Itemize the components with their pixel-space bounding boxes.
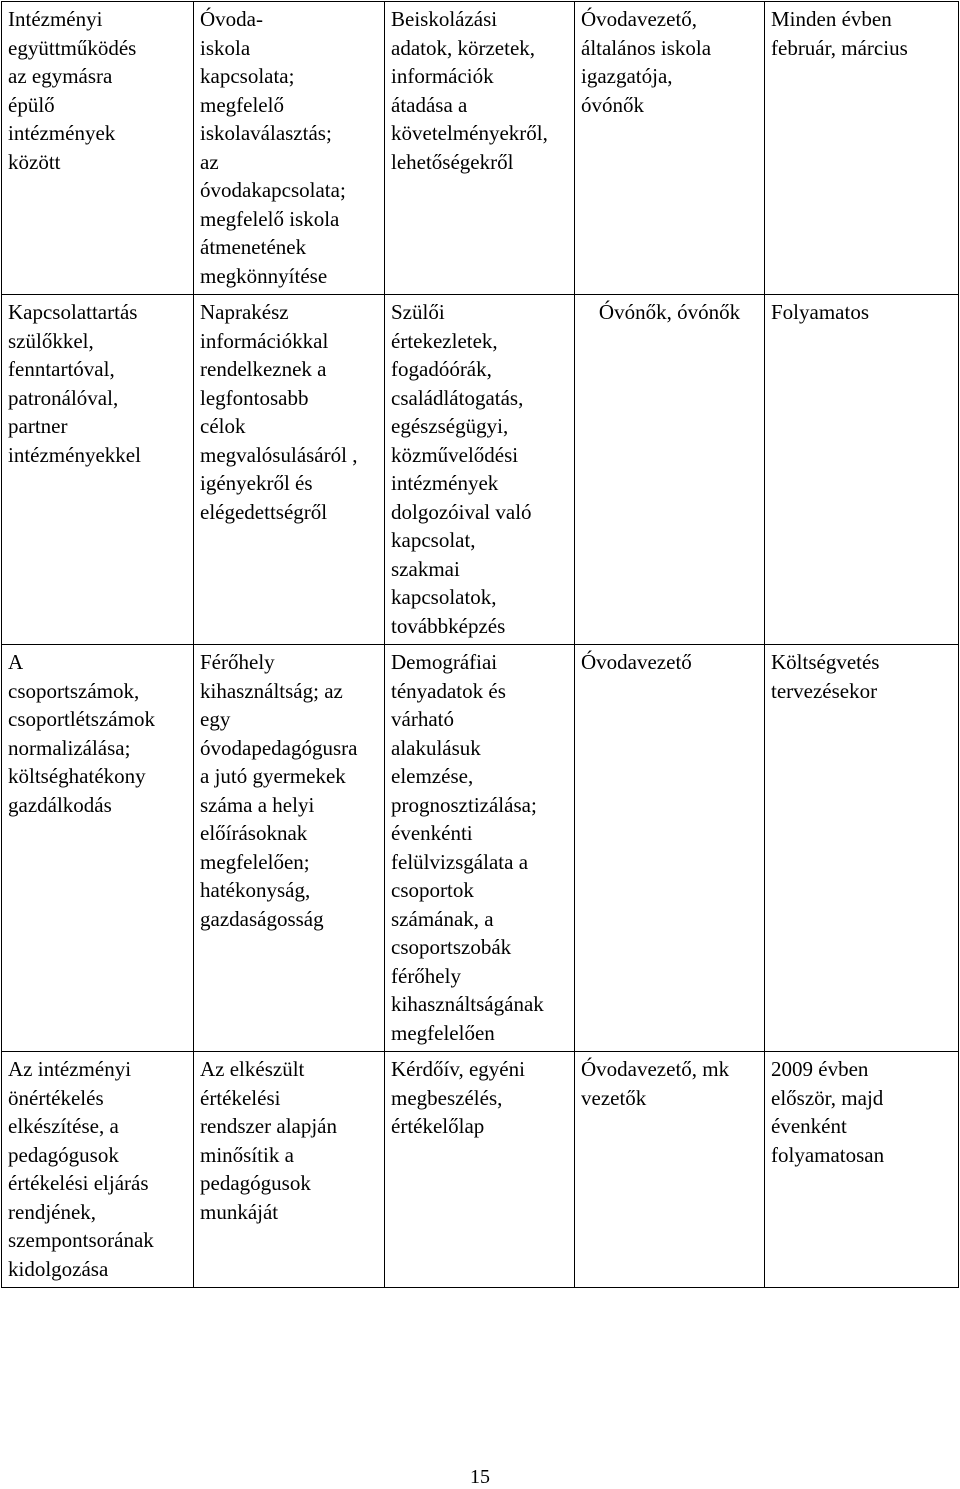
cell-text: Az elkészült értékelési rendszer alapján minősítik a pedagógusok munkáját bbox=[200, 1057, 338, 1224]
cell-text: A csoportszámok, csoportlétszámok normalizálása; költséghatékony gazdálkodás bbox=[8, 650, 155, 817]
cell-text: Óvodavezető bbox=[581, 650, 692, 674]
cell-text: Kapcsolattartás szülőkkel, fenntartóval, patronálóval, partner intézményekkel bbox=[8, 300, 141, 467]
cell-text: Férőhely kihasználtság; az egy óvodapedagógusra a jutó gyermekek száma a helyi előírásoknak megfelelően; hatékonyság, gazdaságosság bbox=[200, 650, 358, 931]
table-cell bbox=[2, 1052, 194, 1288]
table-cell bbox=[575, 645, 765, 1052]
table-cell bbox=[2, 2, 194, 295]
activity-table bbox=[1, 1, 959, 1288]
table-cell bbox=[575, 295, 765, 645]
table-cell bbox=[575, 1052, 765, 1288]
table-cell bbox=[385, 645, 575, 1052]
table-row bbox=[2, 2, 959, 295]
cell-text: Óvoda- iskola kapcsolata; megfelelő iskolaválasztás; az óvodakapcsolata; megfelelő iskola átmenetének megkönnyítése bbox=[200, 7, 346, 288]
cell-text: Költségvetés tervezésekor bbox=[771, 650, 880, 703]
cell-text: Folyamatos bbox=[771, 300, 869, 324]
cell-text: Óvónők, óvónők bbox=[598, 300, 741, 324]
table-cell bbox=[765, 1052, 959, 1288]
cell-text: Óvodavezető, mk vezetők bbox=[581, 1057, 730, 1110]
table-cell bbox=[194, 1052, 385, 1288]
table-cell bbox=[194, 645, 385, 1052]
cell-text: Beiskolázási adatok, körzetek, információk átadása a követelményekről, lehetőségekről bbox=[391, 7, 548, 174]
table-cell bbox=[385, 1052, 575, 1288]
cell-text: Az intézményi önértékelés elkészítése, a pedagógusok értékelési eljárás rendjének, szempontsorának kidolgozása bbox=[8, 1057, 154, 1281]
cell-text: Óvodavezető, általános iskola igazgatója, óvónők bbox=[581, 7, 712, 117]
cell-text: Intézményi együttműködés az egymásra épülő intézmények között bbox=[8, 7, 137, 174]
cell-text: Szülői értekezletek, fogadóórák, családlátogatás, egészségügyi, közművelődési intézmények dolgozóival való kapcsolat, szakmai kapcsolatok, továbbképzés bbox=[391, 300, 532, 638]
table-cell bbox=[194, 295, 385, 645]
table-cell bbox=[765, 645, 959, 1052]
table-cell bbox=[385, 2, 575, 295]
table-cell bbox=[385, 295, 575, 645]
cell-text: Naprakész információkkal rendelkeznek a legfontosabb célok megvalósulásáról , igényekről és elégedettségről bbox=[200, 300, 358, 524]
table-row bbox=[2, 1052, 959, 1288]
cell-text: Kérdőív, egyéni megbeszélés, értékelőlap bbox=[391, 1057, 525, 1138]
page-number: 15 bbox=[470, 1466, 490, 1488]
cell-text: Minden évben február, március bbox=[771, 7, 908, 60]
table-cell bbox=[2, 645, 194, 1052]
table-cell bbox=[194, 2, 385, 295]
table-cell bbox=[765, 2, 959, 295]
table-cell bbox=[575, 2, 765, 295]
table-row bbox=[2, 645, 959, 1052]
cell-text: Demográfiai tényadatok és várható alakulásuk elemzése, prognosztizálása; évenkénti felülvizsgálata a csoportok számának, a csoportszobák férőhely kihasználtságának megfelelően bbox=[391, 650, 544, 1045]
table-row bbox=[2, 295, 959, 645]
table-cell bbox=[2, 295, 194, 645]
table-cell bbox=[765, 295, 959, 645]
cell-text: 2009 évben először, majd évenként folyamatosan bbox=[771, 1057, 885, 1167]
